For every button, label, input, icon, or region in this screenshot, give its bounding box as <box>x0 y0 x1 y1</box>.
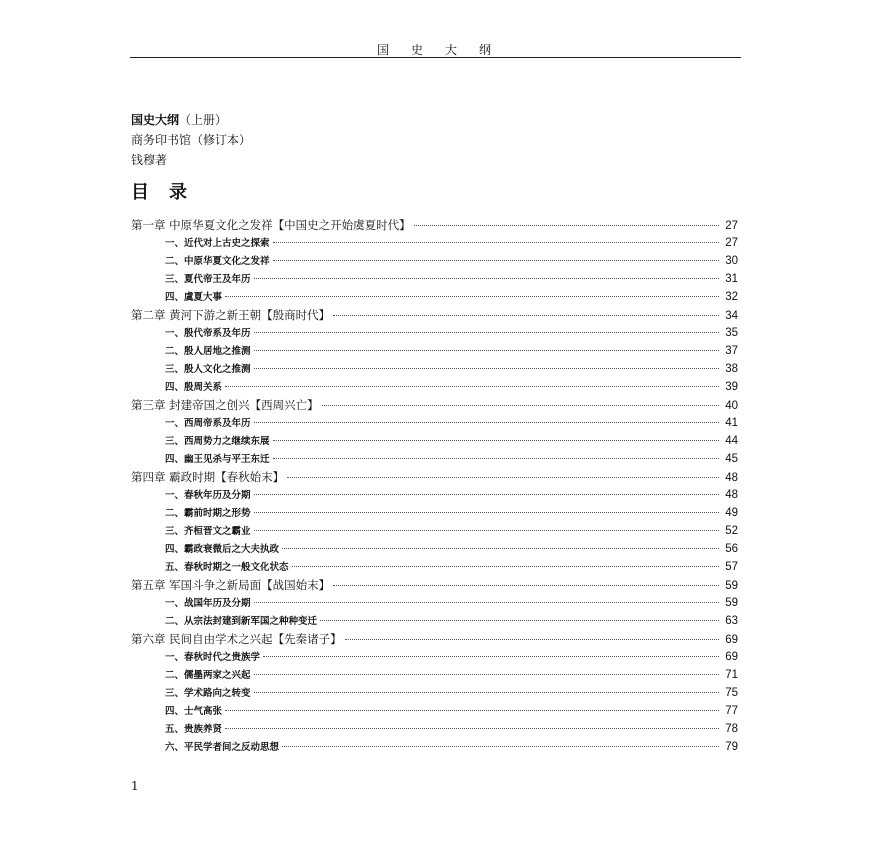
toc-entry-page: 45 <box>725 453 738 465</box>
toc-section-entry[interactable] <box>131 612 738 630</box>
book-title-line <box>131 110 251 130</box>
toc-section-entry[interactable] <box>131 252 738 270</box>
toc-entry-label: 四、殷周关系 <box>165 382 223 393</box>
toc-entry-label: 二、殷人居地之推测 <box>165 346 251 357</box>
toc-entry-label: 四、幽王见杀与平王东迁 <box>165 454 270 465</box>
toc-entry-page: 71 <box>725 669 738 681</box>
toc-section-entry[interactable] <box>131 720 738 738</box>
toc-entry-label: 三、学术路向之转变 <box>165 688 251 699</box>
toc-entry-label: 二、从宗法封建到新军国之种种变迁 <box>165 616 318 627</box>
dot-leader <box>282 746 719 747</box>
toc-entry-label: 四、霸政衰微后之大夫执政 <box>165 544 280 555</box>
toc-section-entry[interactable] <box>131 540 738 558</box>
toc-entry-label: 第一章 中原华夏文化之发祥【中国史之开始虞夏时代】 <box>131 218 411 232</box>
dot-leader <box>273 242 719 243</box>
dot-leader <box>225 386 719 387</box>
dot-leader <box>254 692 719 693</box>
toc-entry-label: 二、儒墨两家之兴起 <box>165 670 251 681</box>
toc-chapter-entry[interactable] <box>131 396 738 414</box>
toc-entry-label: 五、贵族养贤 <box>165 724 223 735</box>
toc-entry-label: 第三章 封建帝国之创兴【西周兴亡】 <box>131 398 319 412</box>
toc-section-entry[interactable] <box>131 342 738 360</box>
toc-entry-page: 31 <box>725 273 738 285</box>
toc-heading: 目录 <box>131 182 207 203</box>
toc-entry-page: 35 <box>725 327 738 339</box>
toc-chapter-entry[interactable] <box>131 468 738 486</box>
toc-entry-page: 30 <box>725 255 738 267</box>
toc-chapter-entry[interactable] <box>131 576 738 594</box>
dot-leader <box>292 566 719 567</box>
toc-entry-label: 第四章 霸政时期【春秋始末】 <box>131 470 285 484</box>
toc-entry-label: 五、春秋时期之一般文化状态 <box>165 562 289 573</box>
dot-leader <box>320 620 719 621</box>
toc-entry-page: 63 <box>725 615 738 627</box>
dot-leader <box>345 639 719 640</box>
dot-leader <box>254 332 719 333</box>
toc-section-entry[interactable] <box>131 234 738 252</box>
toc-entry-label: 第六章 民间自由学术之兴起【先秦诸子】 <box>131 632 342 646</box>
toc-entry-page: 37 <box>725 345 738 357</box>
table-of-contents <box>131 216 738 756</box>
dot-leader <box>254 674 719 675</box>
toc-entry-page: 40 <box>725 400 738 412</box>
dot-leader <box>254 494 719 495</box>
dot-leader <box>254 278 719 279</box>
toc-entry-label: 第五章 军国斗争之新局面【战国始末】 <box>131 578 331 592</box>
book-volume: （上册） <box>179 113 228 127</box>
toc-chapter-entry[interactable] <box>131 630 738 648</box>
dot-leader <box>254 602 719 603</box>
toc-entry-label: 一、近代对上古史之探索 <box>165 238 270 249</box>
toc-section-entry[interactable] <box>131 504 738 522</box>
toc-entry-label: 一、春秋时代之贵族学 <box>165 652 261 663</box>
toc-section-entry[interactable] <box>131 522 738 540</box>
toc-section-entry[interactable] <box>131 288 738 306</box>
toc-section-entry[interactable] <box>131 486 738 504</box>
toc-entry-page: 79 <box>725 741 738 753</box>
toc-section-entry[interactable] <box>131 360 738 378</box>
toc-entry-page: 41 <box>725 417 738 429</box>
toc-entry-page: 77 <box>725 705 738 717</box>
toc-entry-page: 44 <box>725 435 738 447</box>
dot-leader <box>282 548 719 549</box>
toc-entry-label: 二、中原华夏文化之发祥 <box>165 256 270 267</box>
toc-section-entry[interactable] <box>131 414 738 432</box>
header-rule <box>130 57 741 58</box>
dot-leader <box>273 260 719 261</box>
dot-leader <box>333 585 719 586</box>
toc-section-entry[interactable] <box>131 270 738 288</box>
toc-entry-page: 59 <box>725 597 738 609</box>
toc-section-entry[interactable] <box>131 432 738 450</box>
toc-entry-page: 38 <box>725 363 738 375</box>
dot-leader <box>254 422 719 423</box>
toc-entry-page: 59 <box>725 580 738 592</box>
dot-leader <box>333 315 719 316</box>
toc-entry-label: 六、平民学者间之反动思想 <box>165 742 280 753</box>
page-number: 1 <box>131 779 139 793</box>
toc-entry-page: 49 <box>725 507 738 519</box>
toc-entry-label: 一、西周帝系及年历 <box>165 418 251 429</box>
dot-leader <box>273 440 719 441</box>
dot-leader <box>263 656 719 657</box>
toc-entry-page: 39 <box>725 381 738 393</box>
toc-entry-label: 一、战国年历及分期 <box>165 598 251 609</box>
toc-entry-label: 三、西周势力之继续东展 <box>165 436 270 447</box>
dot-leader <box>254 512 719 513</box>
toc-entry-page: 57 <box>725 561 738 573</box>
toc-section-entry[interactable] <box>131 666 738 684</box>
book-info <box>131 110 251 170</box>
toc-entry-page: 56 <box>725 543 738 555</box>
toc-section-entry[interactable] <box>131 684 738 702</box>
toc-entry-page: 27 <box>725 220 738 232</box>
toc-entry-page: 32 <box>725 291 738 303</box>
dot-leader <box>225 296 719 297</box>
running-header: 国史大纲 <box>376 43 513 57</box>
toc-entry-page: 48 <box>725 472 738 484</box>
toc-entry-label: 一、春秋年历及分期 <box>165 490 251 501</box>
toc-entry-label: 三、齐桓晋文之霸业 <box>165 526 251 537</box>
toc-entry-label: 四、虞夏大事 <box>165 292 223 303</box>
toc-section-entry[interactable] <box>131 738 738 756</box>
dot-leader <box>254 350 719 351</box>
toc-entry-page: 69 <box>725 651 738 663</box>
toc-section-entry[interactable] <box>131 648 738 666</box>
toc-section-entry[interactable] <box>131 324 738 342</box>
toc-entry-page: 34 <box>725 310 738 322</box>
toc-section-entry[interactable] <box>131 594 738 612</box>
toc-entry-page: 48 <box>725 489 738 501</box>
dot-leader <box>225 710 719 711</box>
dot-leader <box>414 225 719 226</box>
toc-entry-page: 75 <box>725 687 738 699</box>
author: 钱穆著 <box>131 153 168 167</box>
toc-section-entry[interactable] <box>131 702 738 720</box>
toc-section-entry[interactable] <box>131 378 738 396</box>
toc-entry-label: 一、殷代帝系及年历 <box>165 328 251 339</box>
toc-entry-label: 二、霸前时期之形势 <box>165 508 251 519</box>
toc-section-entry[interactable] <box>131 450 738 468</box>
dot-leader <box>322 405 719 406</box>
toc-entry-page: 52 <box>725 525 738 537</box>
dot-leader <box>254 368 719 369</box>
toc-section-entry[interactable] <box>131 558 738 576</box>
toc-entry-page: 78 <box>725 723 738 735</box>
toc-entry-page: 69 <box>725 634 738 646</box>
dot-leader <box>287 477 719 478</box>
toc-entry-label: 四、士气高张 <box>165 706 223 717</box>
publisher: 商务印书馆（修订本） <box>131 133 252 147</box>
book-title: 国史大纲 <box>131 113 180 127</box>
toc-entry-label: 三、夏代帝王及年历 <box>165 274 251 285</box>
toc-chapter-entry[interactable] <box>131 216 738 234</box>
dot-leader <box>273 458 719 459</box>
dot-leader <box>254 530 719 531</box>
toc-entry-label: 第二章 黄河下游之新王朝【殷商时代】 <box>131 308 331 322</box>
toc-entry-page: 27 <box>725 237 738 249</box>
toc-chapter-entry[interactable] <box>131 306 738 324</box>
toc-entry-label: 三、殷人文化之推测 <box>165 364 251 375</box>
dot-leader <box>225 728 719 729</box>
